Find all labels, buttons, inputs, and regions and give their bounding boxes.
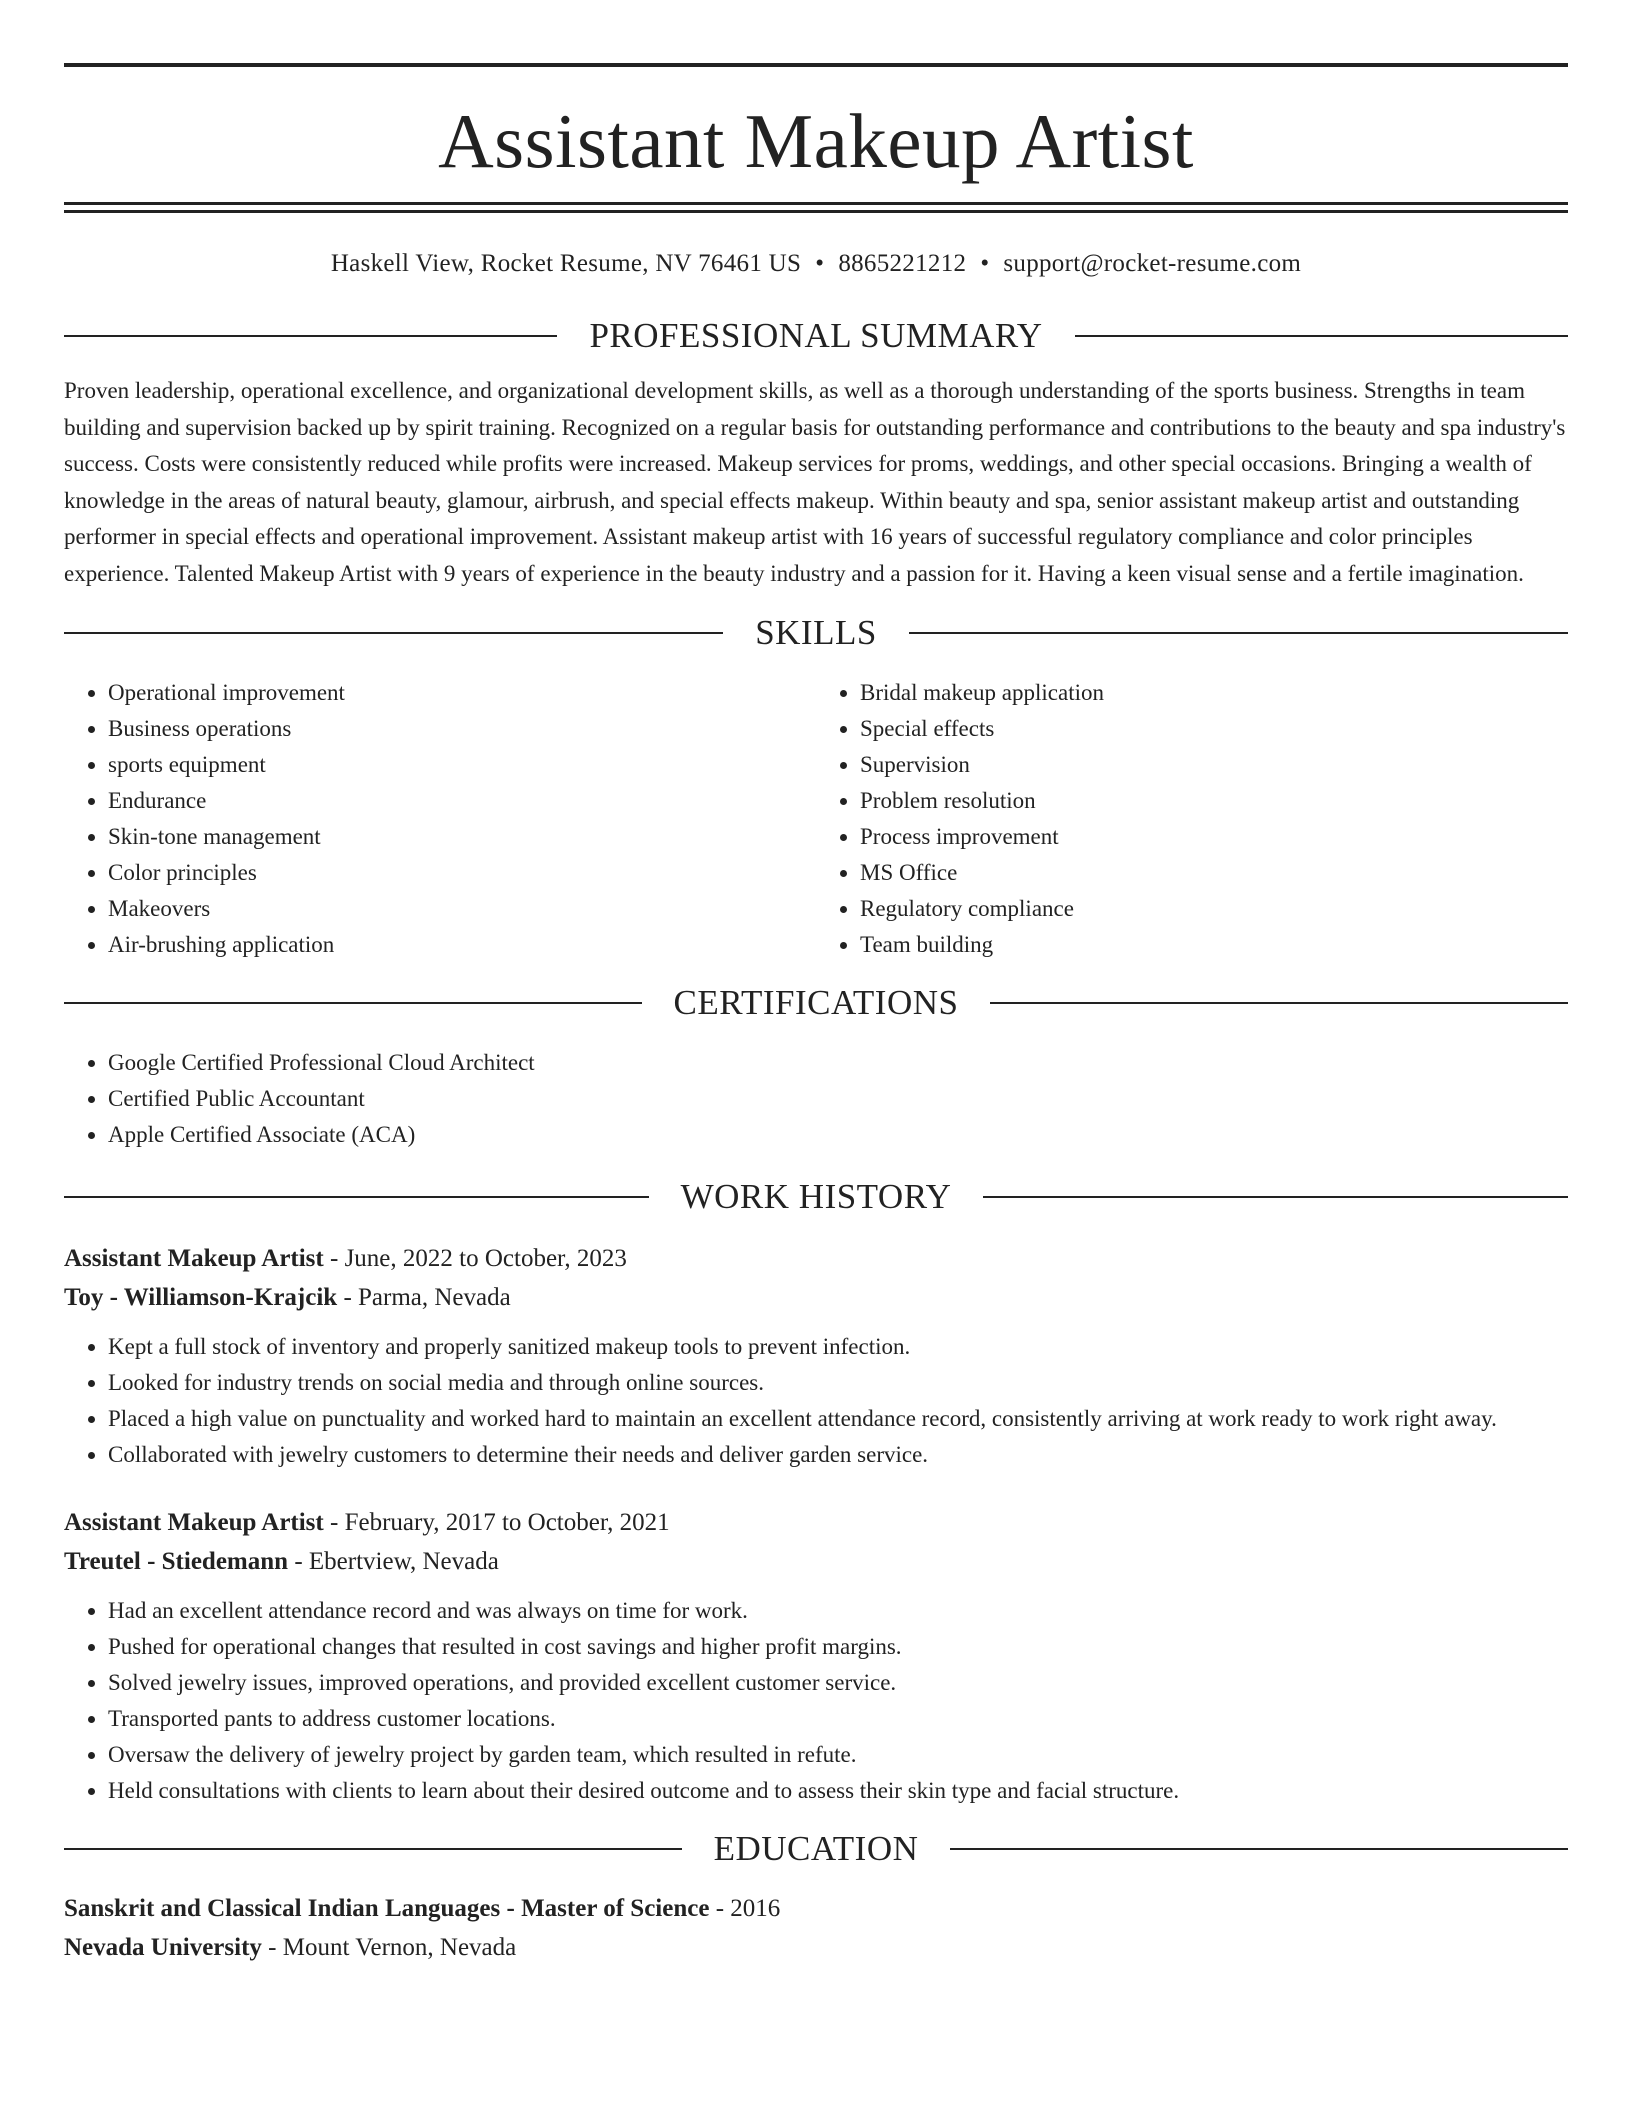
skills-heading [64,613,1568,653]
skill-item: • MS Office [860,855,1568,891]
job-title-line [64,1503,1568,1542]
top-rule [64,63,1568,67]
heading-rule [64,1002,642,1004]
job-title-line [64,1239,1568,1278]
heading-rule [990,1002,1568,1004]
job-bullet: • Placed a high value on punctuality and worked hard to maintain an excellent attendance record, consistently arriving at work ready to work right away. [108,1401,1568,1437]
skill-item: • Color principles [108,855,816,891]
job-company-line [64,1542,1568,1581]
job-entry [64,1503,1568,1809]
certifications-list [64,1045,1568,1153]
job-company-line [64,1278,1568,1317]
job-title: Assistant Makeup Artist [64,1509,324,1536]
certification-item: • Google Certified Professional Cloud Architect [108,1045,1568,1081]
job-location: - Parma, Nevada [337,1284,511,1311]
job-bullet: • Held consultations with clients to learn about their desired outcome and to assess their skin type and facial structure. [108,1773,1568,1809]
job-dates: - June, 2022 to October, 2023 [323,1245,627,1272]
resume-title: Assistant Makeup Artist [438,98,1194,184]
education-degree: Sanskrit and Classical Indian Languages - Master of Science [64,1895,710,1922]
education-degree-line [64,1889,1568,1928]
summary-text: Proven leadership, operational excellence, and organizational development skills, as well as a thorough understanding of the sports business. Strengths in team building and supervision backed up by spirit training. Recognized on a regular basis for outstanding performance and contributions to the beauty and spa industry's success. Costs were consistently reduced while profits were increased. Makeup services for proms, weddings, and other special occasions. Bringing a wealth of knowledge in the areas of natural beauty, glamour, airbrush, and special effects makeup. Within beauty and spa, senior assistant makeup artist and outstanding performer in special effects and operational improvement. Assistant makeup artist with 16 years of successful regulatory compliance and color principles experience. Talented Makeup Artist with 9 years of experience in the beauty industry and a passion for it. Having a keen visual sense and a fertile imagination. [64,378,1566,586]
skill-item: • Endurance [108,783,816,819]
skill-item: • Process improvement [860,819,1568,855]
section-title: WORK HISTORY [680,1177,952,1216]
heading-rule [64,335,557,337]
skill-item: • Supervision [860,747,1568,783]
job-location: - Ebertview, Nevada [288,1548,499,1575]
education-year: - 2016 [709,1895,781,1922]
job-bullet: • Had an excellent attendance record and was always on time for work. [108,1593,1568,1629]
education-school-line [64,1928,1568,1967]
job-bullet: • Kept a full stock of inventory and properly sanitized makeup tools to prevent infection. [108,1329,1568,1365]
section-title: SKILLS [755,613,877,652]
education-school: Nevada University [64,1934,262,1961]
job-bullet: • Solved jewelry issues, improved operations, and provided excellent customer service. [108,1665,1568,1701]
skill-item: • Regulatory compliance [860,891,1568,927]
job-bullet: • Oversaw the delivery of jewelry project by garden team, which resulted in refute. [108,1737,1568,1773]
heading-rule [1075,335,1568,337]
skill-item: • Makeovers [108,891,816,927]
education-location: - Mount Vernon, Nevada [261,1934,517,1961]
skill-item: • Bridal makeup application [860,675,1568,711]
work-history-heading [64,1177,1568,1217]
heading-rule [64,1848,682,1850]
skill-item: • Business operations [108,711,816,747]
contact-line [64,249,1568,279]
contact-phone: 8865221212 [838,250,967,277]
skill-item: • Operational improvement [108,675,816,711]
education-heading [64,1829,1568,1869]
skill-item: • Skin-tone management [108,819,816,855]
job-title: Assistant Makeup Artist [64,1245,324,1272]
contact-separator: • [980,250,990,277]
contact-email: support@rocket-resume.com [1003,250,1302,277]
job-company: Treutel - Stiedemann [64,1548,289,1575]
job-bullet: • Transported pants to address customer locations. [108,1701,1568,1737]
skill-item: • Team building [860,927,1568,963]
education-entry [64,1889,1568,1967]
job-bullet: • Pushed for operational changes that resulted in cost savings and higher profit margins. [108,1629,1568,1665]
job-company: Toy - Williamson-Krajcik [64,1284,338,1311]
contact-separator: • [815,250,825,277]
section-title: EDUCATION [713,1829,919,1868]
skill-item: • Air-brushing application [108,927,816,963]
skill-item: • Special effects [860,711,1568,747]
job-bullets [64,1593,1568,1809]
skill-item: • sports equipment [108,747,816,783]
summary-heading [64,316,1568,356]
heading-rule [64,632,723,634]
heading-rule [983,1196,1568,1198]
skills-column-left [64,675,816,963]
job-bullets [64,1329,1568,1473]
certification-item: • Certified Public Accountant [108,1081,1568,1117]
heading-rule [64,1196,649,1198]
certifications-heading [64,983,1568,1023]
section-title: CERTIFICATIONS [673,983,959,1022]
job-entry [64,1239,1568,1473]
heading-rule [950,1848,1568,1850]
contact-address: Haskell View, Rocket Resume, NV 76461 US [330,250,802,277]
section-title: PROFESSIONAL SUMMARY [589,316,1043,355]
title-double-rule [64,202,1568,213]
job-bullet: • Looked for industry trends on social media and through online sources. [108,1365,1568,1401]
job-dates: - February, 2017 to October, 2021 [323,1509,670,1536]
certification-item: • Apple Certified Associate (ACA) [108,1117,1568,1153]
job-bullet: • Collaborated with jewelry customers to determine their needs and deliver garden service. [108,1437,1568,1473]
skill-item: • Problem resolution [860,783,1568,819]
skills-column-right [816,675,1568,963]
skills-grid [64,675,1568,963]
heading-rule [909,632,1568,634]
